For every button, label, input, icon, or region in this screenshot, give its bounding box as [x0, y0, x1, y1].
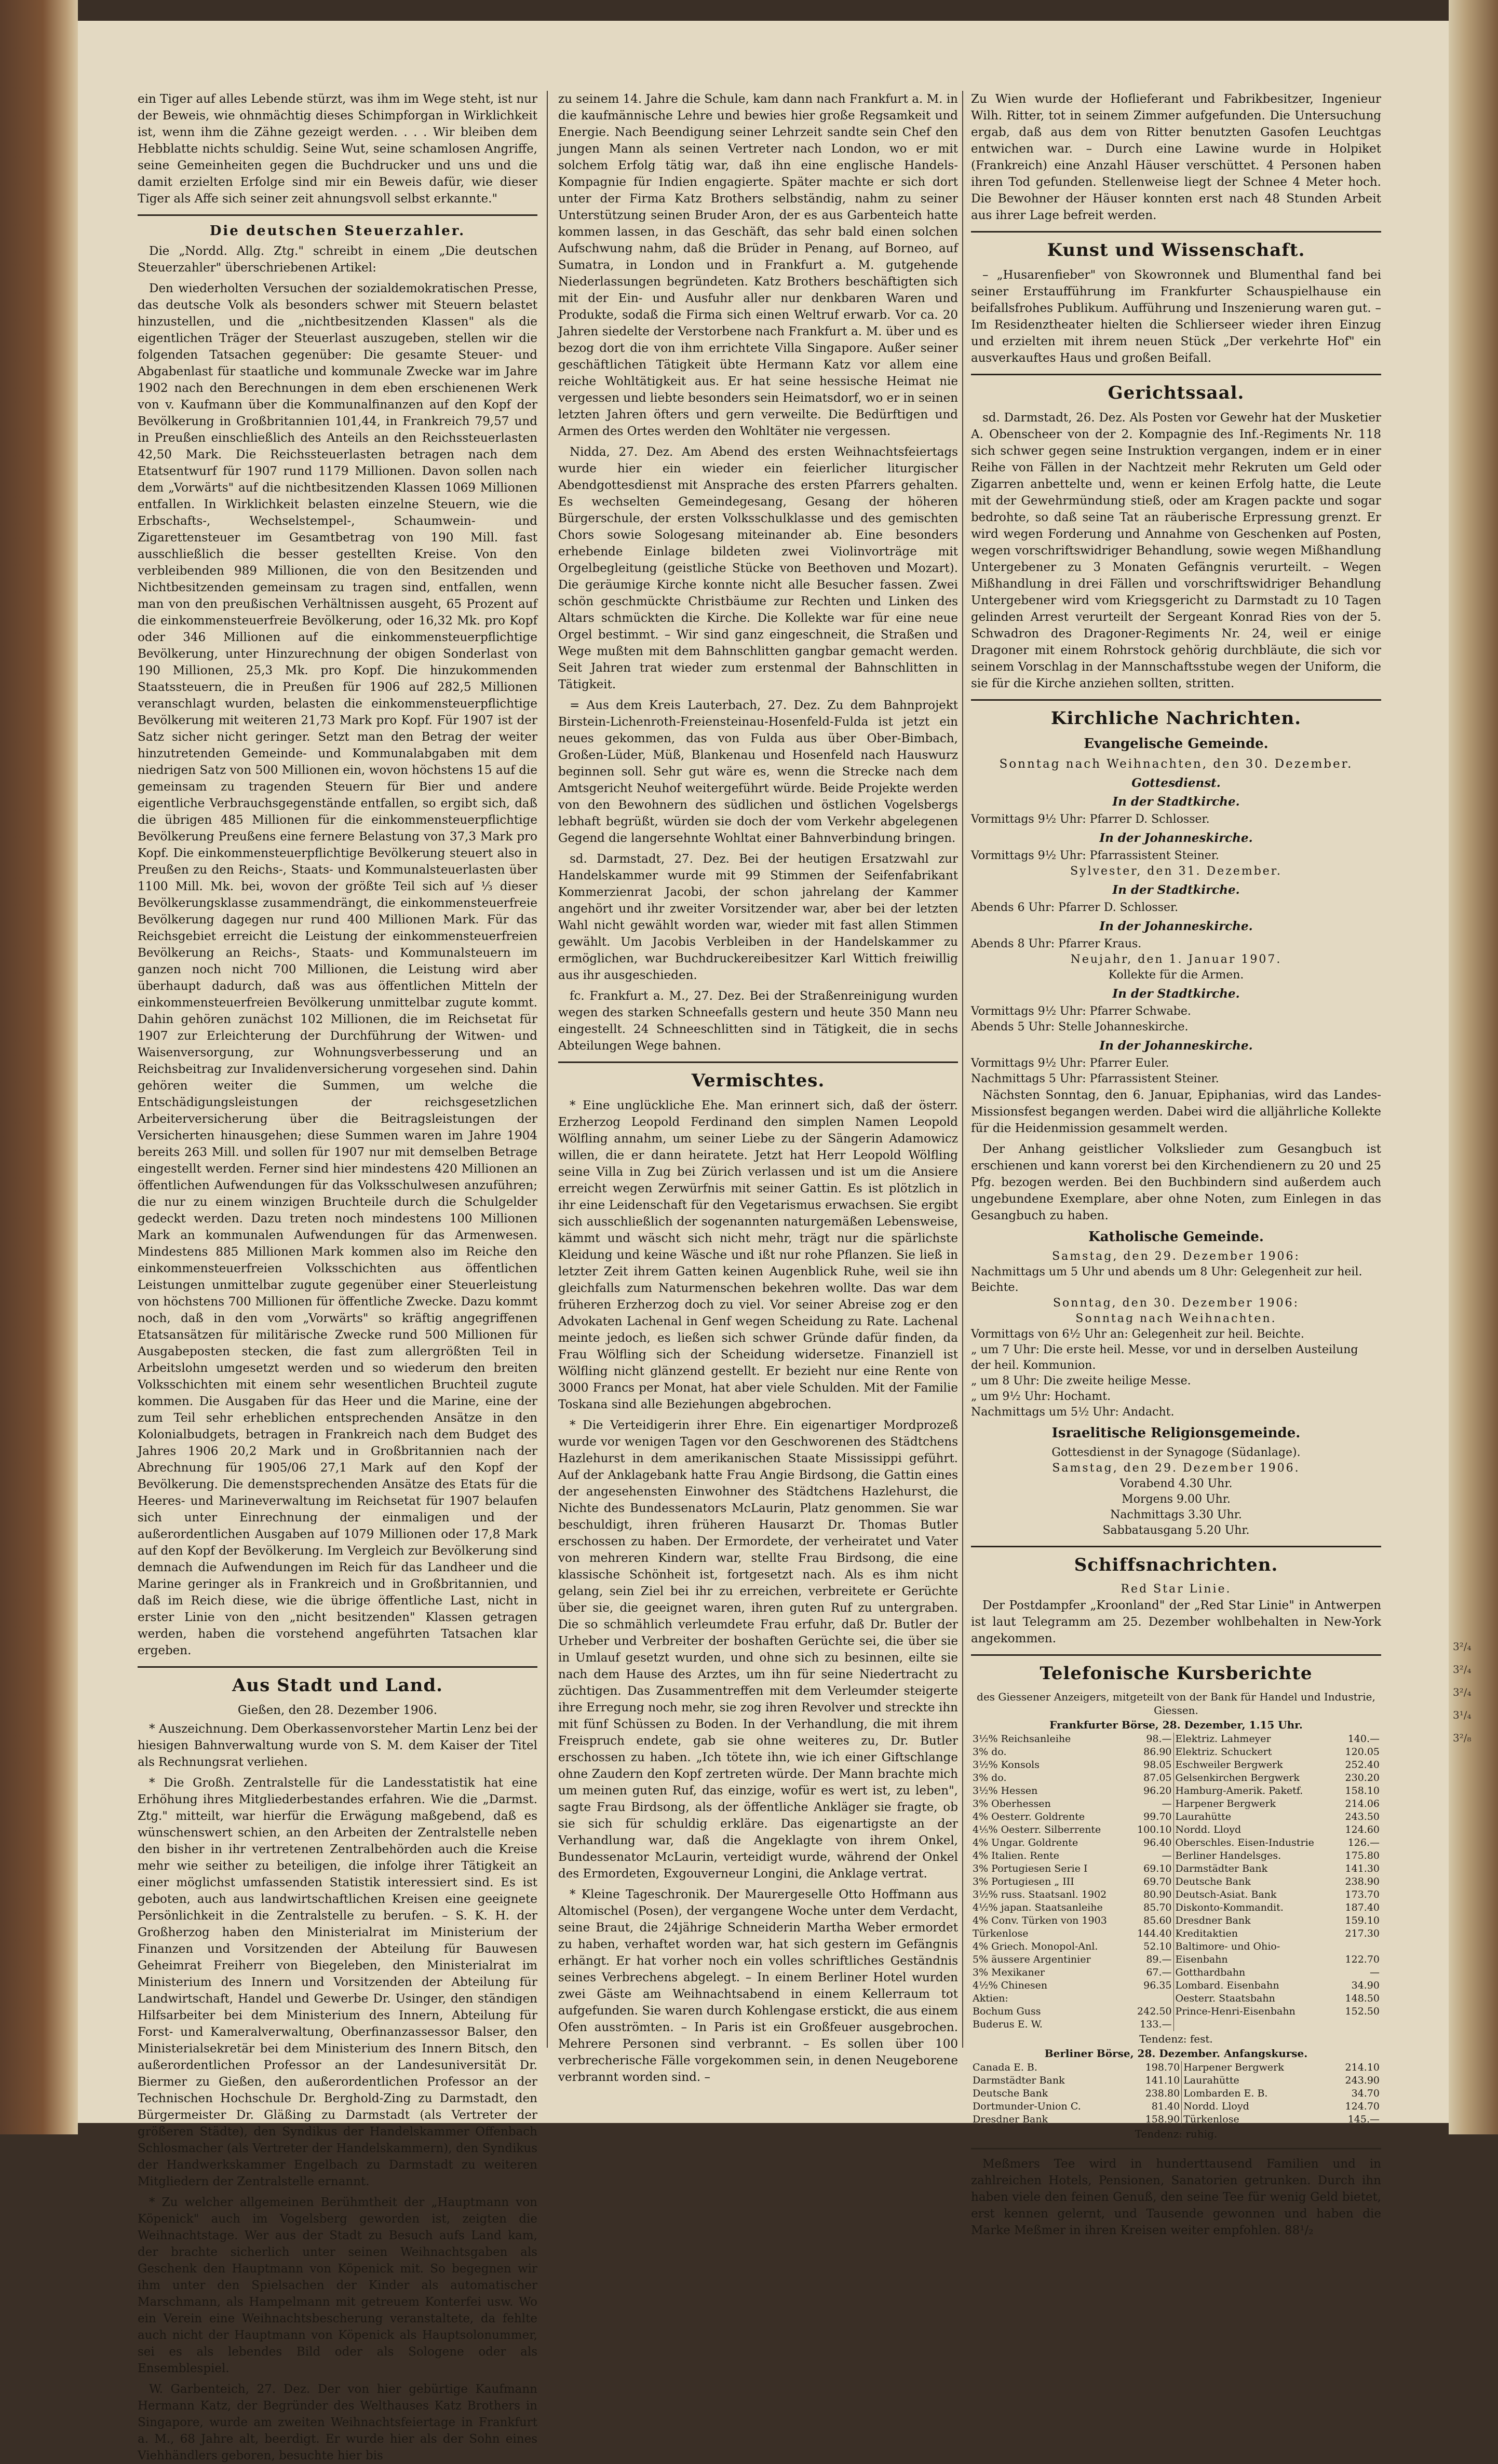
kurs-row [971, 1836, 1381, 1849]
kurs-name: 4% Griech. Monopol-Anl. [973, 1941, 1098, 1952]
berlin-table-body [971, 2061, 1381, 2126]
kurs-name: Diskonto-Kommandit. [1173, 1901, 1338, 1914]
kurs-value: 122.70 [1345, 1954, 1380, 1965]
kurs-value: 159.10 [1345, 1915, 1380, 1926]
kurs-row [971, 1992, 1381, 2005]
ev-note: Nächsten Sonntag, den 6. Januar, Epiphanias, wird das Landes-Missionsfest begangen werden. Dabei wird die alljährliche Kollekte für die Heidenmission gesammelt werden. [971, 1088, 1381, 1135]
kurs-name: 4% Italien. Rente [973, 1850, 1060, 1861]
ev-gottesdienst: Gottesdienst. [1131, 776, 1221, 790]
kurs-value: 158.10 [1345, 1785, 1380, 1796]
kurs-row [971, 1953, 1381, 1966]
kurs-name: Laurahütte [1182, 2074, 1328, 2087]
kurs-name: 4% Oesterr. Goldrente [973, 1811, 1085, 1822]
kurs-value: 89.— [1146, 1954, 1172, 1965]
margin-mark: 3²/₈ [1453, 1732, 1472, 1744]
service-line: Vormittags 9½ Uhr: Pfarrer D. Schlosser. [971, 813, 1210, 826]
kurs-value: 238.90 [1345, 1876, 1380, 1887]
kath-line: „ um 8 Uhr: Die zweite heilige Messe. [971, 1374, 1191, 1387]
stadtkirche-label: In der Stadtkirche. [1112, 795, 1240, 809]
kunst-paragraph: – „Husarenfieber" von Skowronnek und Blumenthal fand bei seiner Erstaufführung im Frankfurter Schauspielhause ein beifallsfrohes Publikum. Aufführung und Inszenierung waren gut. – Im Residenztheater hielten die Schlierseer wieder ihren Einzug und erzielten mit ihrem neuen Stück „Der verkehrte Hof" ein ausverkauftes Haus und großen Beifall. [971, 268, 1381, 365]
stadt-paragraph: W. Garbenteich, 27. Dez. Der von hier gebürtige Kaufmann Hermann Katz, der Begründer des Welthauses Katz Brothers in Singapore, wurde am zweiten Weihnachtsfeiertage in Frankfurt a. M., 68 Jahre alt, beerdigt. Er wurde hier als der Sohn eines Viehhändlers geboren, besuchte hier bis [138, 2383, 537, 2462]
kurs-name: 5% äussere Argentinier [973, 1954, 1091, 1965]
kurs-value: 34.70 [1351, 2088, 1380, 2099]
kurs-value: 230.20 [1345, 1772, 1380, 1784]
kurs-name: Türkenlose [973, 1928, 1029, 1939]
kurs-row [971, 2087, 1381, 2100]
kurs-value: 120.05 [1345, 1746, 1380, 1758]
kurs-row [971, 1849, 1381, 1862]
kurs-value: 214.10 [1345, 2062, 1380, 2073]
kurs-name: 3½% Reichsanleihe [973, 1733, 1071, 1745]
column-1 [138, 91, 537, 2462]
service-note: Kollekte für die Armen. [1108, 969, 1244, 982]
kurs-row [971, 1966, 1381, 1979]
vermischtes-heading: Vermischtes. [691, 1070, 825, 1091]
frankfurt-head: Frankfurter Börse, 28. Dezember, 1.15 Uhr. [1049, 1719, 1303, 1731]
kurs-name: 3% do. [973, 1746, 1007, 1758]
kurs-value [1338, 1940, 1381, 1953]
kurs-value [1130, 1992, 1173, 2005]
kurs-value: 152.50 [1345, 2006, 1380, 2017]
vermischtes-paragraph: * Die Verteidigerin ihrer Ehre. Ein eigenartiger Mordprozeß wurde vor wenigen Tagen vor den Geschworenen des Städtchens Hazlehurst in dem amerikanischen Staate Mississippi geführt. Auf der Anklagebank hatte Frau Angie Birdsong, die Gattin eines der angesehensten Einwohner des Städtchens Hazlehurst, die Nichte des Bundessenators McLaurin, Platz genommen. Sie war beschuldigt, ihren früheren Hausarzt Dr. Thomas Butler erschossen zu haben. Der Ermordete, der verheiratet und Vater von mehreren Kindern war, stellte Frau Birdsong, die eine klassische Schönheit ist, fortgesetzt nach. Als es ihm nicht gelang, sein Ziel bei ihr zu erreichen, verbreitete er Gerüchte über sie, die geeignet waren, ihren guten Ruf zu untergraben. Die so schmählich verleumdete Frau erfuhr, daß Dr. Butler der Urheber und Verbreiter der boshaften Gerüchte sei, die über sie in Umlauf gesetzt wurden, und ohne sich zu besinnen, eilte sie nach dem Hause des Arztes, um ihn für seine Niedertracht zu züchtigen. Das Zusammentreffen mit dem Verleumder steigerte ihre Erregung noch mehr, sie zog ihren Revolver und streckte ihn mit fünf Schüssen zu Boden. In der Verhandlung, die mit ihrem Freispruch endete, gab sie ohne weiteres zu, Dr. Butler erschossen zu haben. „Ich tötete ihn, wie ich einer Giftschlange ohne Zaudern den Kopf zertreten würde. Der Mann brachte mich um meinen guten Ruf, das einzige, wofür es wert ist, zu leben", sagte Frau Birdsong, als der öffentliche Ankläger sie fragte, ob sie sich für schuldig erkläre. Das eigenartigste an der Verhandlung war, daß die Angeklagte von ihrem Onkel, Bundessenator McLaurin, verteidigt wurde, während der Onkel des Ermordeten, Exgouverneur Longini, die Anklage vertrat. [558, 1419, 958, 1881]
kurs-value: 69.10 [1143, 1863, 1172, 1874]
service-line: Vormittags 9½ Uhr: Pfarrassistent Steiner. [971, 849, 1219, 862]
kurs-name: Dresdner Bank [973, 2114, 1048, 2125]
kurs-value: 69.70 [1143, 1876, 1172, 1887]
kurs-row [971, 1979, 1381, 1992]
kurs-name: Nordd. Lloyd [1182, 2100, 1328, 2113]
kurs-row [971, 2005, 1381, 2018]
book-binding-right [1449, 0, 1498, 2134]
service-line: Abends 8 Uhr: Pfarrer Kraus. [971, 937, 1142, 950]
kath-heading: Katholische Gemeinde. [1088, 1229, 1264, 1245]
kurs-value: 124.60 [1345, 1824, 1380, 1835]
kurs-value: 148.50 [1345, 1993, 1380, 2004]
stadt-land-heading: Aus Stadt und Land. [232, 1675, 443, 1696]
kurs-value: 238.80 [1145, 2088, 1180, 2099]
kurs-value: 100.10 [1137, 1824, 1172, 1835]
section-divider [971, 1654, 1381, 1656]
kirche-heading: Kirchliche Nachrichten. [1050, 708, 1302, 729]
kurs-value: 133.— [1140, 2019, 1172, 2030]
kurs-name: Harpener Bergwerk [1182, 2061, 1328, 2074]
kurs-name: 3% Mexikaner [973, 1967, 1045, 1978]
kurs-value: 81.40 [1151, 2101, 1180, 2112]
column-rule-2 [962, 91, 963, 2048]
service-line: Abends 6 Uhr: Pfarrer D. Schlosser. [971, 901, 1179, 914]
margin-mark: 3²/₄ [1453, 1640, 1472, 1653]
kurs-name: 3½% Konsols [973, 1759, 1040, 1771]
kurs-row [971, 1927, 1381, 1940]
ev-note: Der Anhang geistlicher Volkslieder zum Gesangbuch ist erschienen und kann vorerst bei den Kirchendienern zu 20 und 25 Pfg. bezogen werden. Bei den Buchbindern sind außerdem auch ungebundene Exemplare, aber ohne Noten, zum Einlegen in das Gesangbuch zu haben. [971, 1142, 1381, 1222]
kurs-name: Canada E. B. [973, 2062, 1037, 2073]
kurs-row [971, 1733, 1381, 1746]
kurs-value: — [1162, 1798, 1172, 1809]
kath-line: Samstag, den 29. Dezember 1906: [1052, 1250, 1300, 1263]
kurs-name [1173, 2018, 1338, 2031]
section-divider [971, 231, 1381, 233]
kurs-value: 141.30 [1345, 1863, 1380, 1874]
vermischtes-paragraph: * Kleine Tageschronik. Der Maurergeselle Otto Hoffmann aus Altomischel (Posen), der vergangene Woche unter dem Verdacht, seine Braut, die 24jährige Schneiderin Martha Weber ermordet zu haben, verhaftet worden war, hat sich gestern im Gefängnis erhängt. Er hat vorher noch ein volles schriftliches Geständnis seines Verbrechens abgelegt. – In einem Berliner Hotel wurden zwei Gäste am Weihnachtsabend in einem Kellerraum tot aufgefunden. Sie waren durch Kohlengase erstickt, die aus einem Ofen ausströmten. – In Paris ist ein Großfeuer ausgebrochen. Mehrere Personen sind verbrannt. – Es sollen über 100 verbrecherische Fälle vorgekommen sein, in denen Neugeborene verbrannt worden sind. – [558, 1888, 958, 2084]
kurs-name: 4⅕% Oesterr. Silberrente [973, 1824, 1101, 1835]
kurs-row [971, 2074, 1381, 2087]
kath-line: Sonntag nach Weihnachten. [1075, 1312, 1277, 1325]
kurs-value: 158.90 [1145, 2114, 1180, 2125]
kurs-value: 217.30 [1345, 1928, 1380, 1939]
local-news-paragraph: zu seinem 14. Jahre die Schule, kam dann nach Frankfurt a. M. in die kaufmännische Lehre und bewies hier große Regsamkeit und Energie. Nach Beendigung seiner Lehrzeit sandte sein Chef den jungen Mann als seinen Vertreter nach London, wo er mit solchem Erfolg tätig war, daß ihn eine englische Handels-Kompagnie für Indien engagierte. Später machte er sich dort unter der Firma Katz Brothers selbständig, nahm zu seiner Unterstützung seinen Bruder Aron, der es aus Garbenteich hatte kommen lassen, in das Geschäft, das sehr bald einen solchen Aufschwung nahm, daß die Brüder in Penang, auf Borneo, auf Sumatra, in London und in Frankfurt a. M. gutgehende Niederlassungen begründeten. Katz Brothers beschäftigten sich mit der Ein- und Ausfuhr aller nur denkbaren Waren und Produkte, sodaß die Firma sich einen Weltruf erwarb. Vor ca. 20 Jahren siedelte der Verstorbene nach Frankfurt a. M. über und es bezog dort die von ihm errichtete Villa Singapore. Außer seiner geschäftlichen Tätigkeit übte Hermann Katz vor allem eine reiche Wohltätigkeit aus. Er hat seine hessische Heimat nie vergessen und liebte besonders sein Heimatsdorf, wo er in seinen letzten Jahren öfters und gern verweilte. Die Bedürftigen und Armen des Ortes werden den Wohltäter nie vergessen. [558, 92, 959, 438]
service-line: Vormittags 9½ Uhr: Pfarrer Schwabe. [971, 1005, 1191, 1018]
schiff-sub: Red Star Linie. [1121, 1583, 1232, 1596]
kurs-name: Lombarden E. B. [1182, 2087, 1328, 2100]
berlin-head: Berliner Börse, 28. Dezember. Anfangskurse. [1044, 2047, 1308, 2060]
kurs-name: Kreditaktien [1173, 1927, 1338, 1940]
right-margin-marks [1453, 1635, 1494, 1749]
kurs-name: Darmstädter Bank [973, 2075, 1065, 2086]
kurs-value: 243.90 [1345, 2075, 1380, 2086]
ev-dateline: Sonntag nach Weihnachten, den 30. Dezember. [999, 757, 1353, 771]
service-line: Nachmittags 5 Uhr: Pfarrassistent Steiner. [971, 1072, 1219, 1085]
kurs-value: 52.10 [1143, 1941, 1172, 1952]
isr-line: Gottesdienst in der Synagoge (Südanlage). [1051, 1446, 1301, 1459]
kurs-name: Eschweiler Bergwerk [1173, 1759, 1338, 1772]
kath-line: Sonntag, den 30. Dezember 1906: [1052, 1297, 1300, 1310]
gericht-paragraph: sd. Darmstadt, 26. Dez. Als Posten vor Gewehr hat der Musketier A. Obenscheer von der 2. Kompagnie des Inf.-Regiments Nr. 118 sich schwer gegen seine Instruktion vergangen, indem er in einer Reihe von Fällen in der Nachtzeit mehr Rekruten um Geld oder Zigarren anbettelte und, wenn er keinen Erfolg hatte, die Leute mit der Gewehrmündung stieß, oder am Kragen packte und sogar bedrohte, so daß seine Tat an räuberische Erpressung grenzt. Er wird wegen Forderung und Annahme von Geschenken auf Posten, wegen vorschriftswidriger Behandlung, sowie wegen Mißhandlung Untergebener zu 3 Monaten Gefängnis verurteilt. – Wegen Mißhandlung in drei Fällen und vorschriftswidriger Behandlung Untergebener wird vom Kriegsgericht zu Darmstadt zu 10 Tagen gelinden Arrest verurteilt der Sergeant Konrad Ries von der 5. Schwadron des Dragoner-Regiments Nr. 24, weil er einige Dragoner mit einem Rohrstock gehörig durchbläute, die sich vor seinem Vorschlag in der Mannschaftsstube wegen der Uniform, die sie für die Kirche anziehen sollten, stritten. [971, 411, 1381, 690]
kurs-name: 3% Portugiesen „ III [973, 1876, 1074, 1887]
stadtkirche-label: In der Stadtkirche. [1112, 883, 1240, 897]
stadt-dateline: Gießen, den 28. Dezember 1906. [237, 1704, 438, 1717]
kurs-name: 3% do. [973, 1772, 1007, 1784]
kurs-value: 99.70 [1143, 1811, 1172, 1822]
column-2 [558, 91, 959, 2084]
isr-line: Samstag, den 29. Dezember 1906. [1052, 1462, 1300, 1475]
kurs-row [971, 1914, 1381, 1927]
section-divider [971, 2148, 1381, 2149]
local-news-paragraph: Nidda, 27. Dez. Am Abend des ersten Weihnachtsfeiertags wurde hier ein wieder ein feierlicher liturgischer Abendgottesdienst mit Ansprache des ersten Pfarrers gehalten. Es wechselten Gemeindegesang, Gesang der höheren Bürgerschule, der ersten Volksschulklasse und des gemischten Chors sowie Sologesang miteinander ab. Eine besonders erhebende Einlage bildeten zwei Violinvorträge mit Orgelbegleitung (geistliche Stücke von Beethoven und Mozart). Die geräumige Kirche konnte nicht alle Besucher fassen. Zwei schön geschmückte Christbäume zur Rechten und Linken des Altars schmückten die Kirche. Die Kollekte war für eine neue Orgel bestimmt. – Wir sind ganz eingeschneit, die Straßen und Wege mußten mit dem Bahnschlitten gangbar gemacht werden. Seit Jahren trat wieder zum erstenmal der Bahnschlitten in Tätigkeit. [558, 445, 958, 691]
kath-line: „ um 7 Uhr: Die erste heil. Messe, vor und in derselben Austeilung der heil. Kommunion. [971, 1343, 1358, 1372]
kurs-row [971, 2113, 1381, 2126]
kurs-name: Dortmunder-Union C. [973, 2101, 1081, 2112]
kurs-name: Prince-Henri-Eisenbahn [1173, 2005, 1338, 2018]
service-date: Sylvester, den 31. Dezember. [1070, 865, 1282, 878]
kurs-row [971, 1785, 1381, 1798]
kurs-value: — [1370, 1967, 1380, 1978]
johanneskirche-label: In der Johanneskirche. [1099, 831, 1253, 845]
kurs-value: 98.— [1146, 1733, 1172, 1745]
kath-line: Vormittags von 6½ Uhr an: Gelegenheit zur heil. Beichte. [971, 1328, 1304, 1341]
kurs-row [971, 1875, 1381, 1888]
kurs-name: Oberschles. Eisen-Industrie [1173, 1836, 1338, 1849]
kurs-row [971, 1862, 1381, 1875]
kath-line: „ um 9½ Uhr: Hochamt. [971, 1390, 1111, 1403]
kurs-value: 175.80 [1345, 1850, 1380, 1861]
kurs-value: 96.20 [1143, 1785, 1172, 1796]
section-divider [971, 374, 1381, 375]
kurs-name: Deutsche Bank [973, 2088, 1048, 2099]
kurs-row [971, 1798, 1381, 1810]
kurs-value: 96.35 [1143, 1980, 1172, 1991]
local-news-paragraph: sd. Darmstadt, 27. Dez. Bei der heutigen Ersatzwahl zur Handelskammer wurde mit 99 Stimmen der Seifenfabrikant Kommerzienrat Jacobi, der schon jahrelang der Kammer angehört und ihr zweiter Vorsitzender war, aber bei der letzten Wahl nicht gewählt worden war, wieder mit fast allen Stimmen gewählt. Um Jacobis Verbleiben in der Handelskammer zu ermöglichen, war Buchdruckereibesitzer Karl Wittich freiwillig aus ihr ausgeschieden. [558, 852, 958, 982]
local-news-paragraph: fc. Frankfurt a. M., 27. Dez. Bei der Straßenreinigung wurden wegen des starken Schneefalls gestern und heute 350 Mann neu eingestellt. 24 Schneeschlitten sind in Tätigkeit, die in sechs Abteilungen Wege bahnen. [558, 989, 958, 1053]
kurs-value: 85.70 [1143, 1902, 1172, 1913]
kurs-value: 126.— [1347, 1837, 1380, 1848]
berlin-tendenz: Tendenz: ruhig. [1135, 2128, 1218, 2140]
kurs-name: Deutsch-Asiat. Bank [1173, 1888, 1338, 1901]
kurs-value: 86.90 [1143, 1746, 1172, 1758]
margin-mark: 3¹/₄ [1453, 1709, 1472, 1721]
kurs-name: Deutsche Bank [1173, 1875, 1338, 1888]
johanneskirche-label: In der Johanneskirche. [1099, 919, 1253, 933]
kurs-value: — [1162, 1850, 1172, 1861]
kurs-value: 173.70 [1345, 1889, 1380, 1900]
gericht-heading: Gerichtssaal. [1108, 383, 1245, 403]
kurs-row [971, 1810, 1381, 1823]
bottom-ad [971, 2156, 1381, 2239]
schiff-heading: Schiffsnachrichten. [1074, 1555, 1278, 1575]
kurs-value: 80.90 [1143, 1889, 1172, 1900]
frankfurt-table-body [971, 1733, 1381, 2031]
bottom-ad-text: Meßmers Tee wird in hunderttausend Familien und in zahlreichen Hotels, Pensionen, Sanatorien getrunken. Durch ihn haben viele den feinen Genuß, den seine Tee für wenig Geld bietet, erst kennen gelernt, und Tausende gewonnen und haben die Marke Meßmer in ihren Kreisen weiter empfohlen. [971, 2157, 1381, 2237]
kurs-row [971, 1823, 1381, 1836]
stadt-paragraph: * Auszeichnung. Dem Oberkassenvorsteher Martin Lenz bei der hiesigen Bahnverwaltung wurde von S. M. dem Kaiser der Titel als Rechnungsrat verliehen. [138, 1722, 537, 1769]
intro-paragraph: ein Tiger auf alles Lebende stürzt, was ihm im Wege steht, ist nur der Beweis, wie ohnmächtig dieses Schimpforgan in Wirklichkeit ist, wenn ihm die Zähne gezeigt werden. . . . Wir bleiben dem Hebblatte nichts schuldig. Seine Wut, seine schamlosen Angriffe, seine Gemeinheiten gegen die Buchdrucker und uns und die damit erzielten Erfolge sind mir ein Beweis dafür, wie dieser Tiger als Affe sich seiner zeit ahnungsvoll selbst erkannte." [138, 92, 537, 206]
kurs-row [971, 2100, 1381, 2113]
kurs-name: Nordd. Lloyd [1173, 1823, 1338, 1836]
kurs-name: 4½% japan. Staatsanleihe [973, 1902, 1103, 1913]
kurs-row [971, 1759, 1381, 1772]
kurs-name: Aktien: [973, 1993, 1008, 2004]
kurs-heading: Telefonische Kursberichte [1040, 1663, 1313, 1684]
kurs-value: 96.40 [1143, 1837, 1172, 1848]
margin-mark: 3²/₄ [1453, 1686, 1472, 1698]
berlin-table [971, 2061, 1381, 2126]
kurs-value: 124.70 [1345, 2101, 1380, 2112]
kurs-value: 214.06 [1345, 1798, 1380, 1809]
kurs-row [971, 1940, 1381, 1953]
local-news-paragraph: = Aus dem Kreis Lauterbach, 27. Dez. Zu dem Bahnprojekt Birstein-Lichenroth-Freiensteinau-Hosenfeld-Fulda ist jetzt ein neues gekommen, das von Fulda aus über Ober-Bimbach, Großen-Lüder, Müß, Blankenau und Hosenfeld nach Hauswurz beginnen soll. Sehr gut wäre es, wenn die Strecke nach dem Amtsgericht Neuhof weitergeführt würde. Beide Projekte werden von den Bewohnern des südlichen und östlichen Vogelsbergs lebhaft begrüßt, würden sie doch der vom Verkehr abgelegenen Gegend die langersehnte Wohltat einer Bahnverbindung bringen. [558, 699, 958, 845]
kurs-name: Türkenlose [1182, 2113, 1328, 2126]
service-line: Vormittags 9½ Uhr: Pfarrer Euler. [971, 1057, 1169, 1070]
kurs-value: 252.40 [1345, 1759, 1380, 1771]
kurs-value: 198.70 [1145, 2062, 1180, 2073]
section-divider [971, 1546, 1381, 1547]
kunst-heading: Kunst und Wissenschaft. [1047, 240, 1305, 261]
kurs-name: 4% Ungar. Goldrente [973, 1837, 1078, 1848]
service-line: Abends 5 Uhr: Stelle Johanneskirche. [971, 1020, 1189, 1033]
margin-mark: 3²/₄ [1453, 1663, 1472, 1676]
kurs-name: Gotthardbahn [1173, 1966, 1338, 1979]
section-divider [138, 214, 537, 216]
kurs-row [971, 1888, 1381, 1901]
kurs-name: Gelsenkirchen Bergwerk [1173, 1772, 1338, 1785]
kurs-name: Elektriz. Lahmeyer [1173, 1733, 1338, 1746]
kurs-name: Harpener Bergwerk [1173, 1798, 1338, 1810]
isr-line: Sabbatausgang 5.20 Uhr. [1102, 1524, 1250, 1537]
kurs-name: Laurahütte [1173, 1810, 1338, 1823]
bottom-ad-tail: 88¹/₂ [1284, 2224, 1314, 2237]
kurs-value: 141.10 [1145, 2075, 1180, 2086]
ev-heading: Evangelische Gemeinde. [1084, 736, 1268, 752]
column-3 [971, 91, 1381, 2237]
kurs-name: 3½% russ. Staatsanl. 1902 [973, 1889, 1107, 1900]
section-divider [971, 699, 1381, 701]
kurs-value: 140.— [1347, 1733, 1380, 1745]
schiff-paragraph: Der Postdampfer „Kroonland" der „Red Star Linie" in Antwerpen ist laut Telegramm am 25. Dezember wohlbehalten in New-York angekommen. [971, 1599, 1381, 1645]
kurs-name: 3½% Hessen [973, 1785, 1038, 1796]
kurs-name: 4% Conv. Türken von 1903 [973, 1915, 1107, 1926]
column-rule-1 [547, 91, 548, 2048]
kurs-name: Elektriz. Schuckert [1173, 1746, 1338, 1759]
steuer-heading: Die deutschen Steuerzahler. [209, 223, 466, 239]
kath-line: Nachmittags um 5 Uhr und abends um 8 Uhr: Gelegenheit zur heil. Beichte. [971, 1265, 1362, 1294]
kurs-value: 98.05 [1143, 1759, 1172, 1771]
kurs-name: Bochum Guss [973, 2006, 1041, 2017]
kurs-name: Eisenbahn [1173, 1953, 1338, 1966]
stadtkirche-label: In der Stadtkirche. [1112, 987, 1240, 1001]
kurs-name: Lombard. Eisenbahn [1173, 1979, 1338, 1992]
kurs-value: 187.40 [1345, 1902, 1380, 1913]
kurs-value: 34.90 [1351, 1980, 1380, 1991]
section-divider [558, 1061, 958, 1063]
isr-heading: Israelitische Religionsgemeinde. [1051, 1425, 1301, 1441]
service-date: Neujahr, den 1. Januar 1907. [1070, 953, 1282, 966]
kurs-row [971, 1772, 1381, 1785]
isr-line: Morgens 9.00 Uhr. [1122, 1493, 1231, 1506]
kurs-name: Berliner Handelsges. [1173, 1849, 1338, 1862]
steuer-paragraph: Den wiederholten Versuchen der sozialdemokratischen Presse, das deutsche Volk als besonders schwer mit Steuern belastet hinzustellen, und die „nichtbesitzenden Klassen" als die eigentlichen Träger der Steuerlast auszugeben, stellen wir die folgenden Tatsachen gegenüber: Die gesamte Steuer- und Abgabenlast für staatliche und kommunale Zwecke war im Jahre 1902 nach den Berechnungen in dem eben erschienenen Werk von v. Kaufmann über die Kommunalfinanzen auf den Kopf der Bevölkerung in Großbritannien 101,44, in Frankreich 79,57 und in Preußen einschließlich des Anteils an den Reichssteuerlasten 42,50 Mark. Die Reichssteuerlasten betragen nach dem Etatsentwurf für 1907 rund 1179 Millionen. Davon sollen nach dem „Vorwärts" auf die nichtbesitzenden Klassen 1069 Millionen entfallen. In Wirklichkeit belasten einzelne Steuern, wie die Erbschafts-, Wechselstempel-, Schaumwein- und Zigarettensteuer im Gesamtbetrag von 190 Mill. fast ausschließlich die besser gestellten Kreise. Von den verbleibenden 989 Millionen, die von den Besitzenden und Nichtbesitzenden gemeinsam zu tragen sind, entfallen, wenn man von den preußischen Verhältnissen ausgeht, 65 Prozent auf die einkommensteuerfreie Bevölkerung, oder 16,32 Mk. pro Kopf oder 346 Millionen auf die einkommensteuerpflichtige Bevölkerung, unter Hinzurechnung der obigen Sonderlast von 190 Millionen, 25,3 Mk. pro Kopf. Die hinzukommenden Staatssteuern, die in Preußen für 1906 auf 282,5 Millionen veranschlagt wurden, belasten die einkommensteuerpflichtige Bevölkerung mit weiteren 21,73 Mark pro Kopf. Für 1907 ist der Satz sicher nicht geringer. Setzt man den Betrag der weiter hinzutretenden Gemeinde- und Kommunalabgaben mit dem niedrigen Satz von 500 Millionen ein, wovon höchstens 15 auf die gemeinsam zu tragenden Steuern für Bier und andere eigentliche Verbrauchsgegenstände entfallen, so ergibt sich, daß die übrigen 485 Millionen für die einkommensteuerpflichtige Bevölkerung Preußens eine fernere Belastung von 37,3 Mark pro Kopf. Die einkommensteuerpflichtige Bevölkerung steuert also in Preußen zu den Reichs-, Staats- und Kommunalsteuerlasten über 1100 Mill. Mk. bei, wovon der größte Teil sich auf ⅓ dieser Bevölkerungsklasse zusammendrängt, die einkommensteuerfreie Bevölkerung dagegen nur rund 400 Millionen Mark. Für das Reichsgebiet erreicht die Leistung der einkommensteuerfreien Bevölkerung an Reichs-, Staats- und Kommunalsteuern im ganzen noch nicht 700 Millionen, die Leistung wird aber überhaupt dadurch, daß was aus öffentlichen Mitteln der einkommensteuerfreien Bevölkerung unmittelbar zugute kommt. Dahin gehören zunächst 102 Millionen, die im Reichsetat für 1907 zur Erleichterung der Durchführung der Witwen- und Waisenversorgung, zur Wohnungsverbesserung und an Reichsbeitrag zur Invalidenversicherung vorgesehen sind. Dahin gehören weiter die Summen, um welche die Entschädigungsleistungen der reichsgesetzlichen Arbeiterversicherung über die Beitragsleistungen der Versicherten hinausgehen; diese Summen waren im Jahre 1904 bereits 263 Mill. und sollen für 1907 nur mit demselben Betrage eingestellt werden. Ferner sind hier mindestens 420 Millionen an öffentlichen Aufwendungen für das Volksschulwesen anzuführen; die nur zu einem winzigen Bruchteile durch die Schulgelder gedeckt werden. Dazu treten noch mindestens 100 Millionen Mark an kommunalen Aufwendungen für das Armenwesen. Mindestens 885 Millionen Mark kommen also im Reiche den einkommensteuerfreien Volksschichten aus öffentlichen Leistungen unmittelbar zugute gegenüber einer Steuerleistung von höchstens 700 Millionen für öffentliche Zwecke. Dazu kommt noch, daß in den vom „Vorwärts" so kräftig angegriffenen Etatsansätzen für militärische Zwecke rund 500 Millionen für Ausgabeposten stecken, die fast zum allergrößten Teil in Arbeitslohn umgesetzt werden und so wiederum den breiten Volksschichten mit einem sehr wesentlichen Bruchteil zugute kommen. Die Ausgaben für das Heer und die Marine, eine der zum Teil sehr erheblichen entsprechenden Ansätze in den Kolonialbudgets, betragen in Frankreich nach dem Budget des Jahres 1906 20,2 Mark und in Großbritannien nach der Abrechnung für 1905/06 27,1 Mark auf den Kopf der Bevölkerung. Die demenstsprechenden Ansätze des Etats für die Heeres- und Marineverwaltung im Reichsetat für 1907 belaufen sich unter Einrechnung der einmaligen und der außerordentlichen Ausgaben auf 1079 Millionen oder 17,8 Mark auf den Kopf der Bevölkerung. Im Vergleich zur Bevölkerung sind demnach die Aufwendungen im Reich für das Landheer und die Marine geringer als in Frankreich und in Großbritannien, und daß im Reich diese, wie die übrige öffentliche Last, nicht in erster Linie von den „nicht besitzenden" Klassen getragen werden, haben die vorstehend angeführten Tatsachen klar ergeben. [138, 282, 537, 1657]
kurs-value: 87.05 [1143, 1772, 1172, 1784]
johanneskirche-label: In der Johanneskirche. [1099, 1039, 1253, 1053]
kurs-value: 243.50 [1345, 1811, 1380, 1822]
kurs-name: 3% Portugiesen Serie I [973, 1863, 1088, 1874]
kurs-name: Darmstädter Bank [1173, 1862, 1338, 1875]
kurs-name: Oesterr. Staatsbahn [1173, 1992, 1338, 2005]
kurs-row [971, 2061, 1381, 2074]
kurs-value: 242.50 [1137, 2006, 1172, 2017]
kurs-name: Hamburg-Amerik. Paketf. [1173, 1785, 1338, 1798]
stadt-paragraph: * Zu welcher allgemeinen Berühmtheit der „Hauptmann von Köpenick" auch im Vogelsberg geworden ist, zeigten die Weihnachtstage. Wer aus der Stadt zu Besuch aufs Land kam, der brachte sicherlich unter seinen Weihnachtsgaben als Geschenk den Hauptmann von Köpenick mit. So begegnen wir ihm unter den Spielsachen der Kinder als automatischer Marschmann, als Hampelmann mit getreuem Konterfei usw. Wo ein Verein eine Weihnachtsbescherung veranstaltete, da fehlte auch nicht der Hauptmann von Köpenick als Hauptsolonummer, sei es als lebendes Bild oder als Sologene oder als Ensemblespiel. [138, 2196, 537, 2375]
book-binding-left [0, 0, 78, 2134]
kurs-name: Baltimore- und Ohio- [1173, 1940, 1338, 1953]
isr-line: Nachmittags 3.30 Uhr. [1110, 1508, 1242, 1521]
kurs-value: 145.— [1347, 2114, 1380, 2125]
kurs-name: Buderus E. W. [973, 2019, 1043, 2030]
section-divider [138, 1666, 537, 1668]
kurs-name: Dresdner Bank [1173, 1914, 1338, 1927]
steuer-paragraph: Die „Nordd. Allg. Ztg." schreibt in einem „Die deutschen Steuerzahler" überschriebenen Artikel: [138, 244, 537, 275]
kurs-row [971, 1746, 1381, 1759]
isr-line: Vorabend 4.30 Uhr. [1119, 1477, 1233, 1490]
kath-line: Nachmittags um 5½ Uhr: Andacht. [971, 1406, 1175, 1419]
frankfurt-tendenz: Tendenz: fest. [1139, 2033, 1213, 2045]
frankfurt-table [971, 1733, 1381, 2031]
kurs-name: 4½% Chinesen [973, 1980, 1048, 1991]
kurs-value [1338, 2018, 1381, 2031]
stadt-paragraph: * Die Großh. Zentralstelle für die Landesstatistik hat eine Erhöhung ihres Mitgliederbestandes erfahren. Wie die „Darmst. Ztg." mitteilt, war hierfür die Erwägung maßgebend, daß es wünschenswert schien, an den Arbeiten der Zentralstelle neben den bisher in ihr vertretenen Zentralbehörden auch die Kreise mehr wie seither zu beteiligen, die infolge ihrer Tätigkeit an einer möglichst umfassenden Statistik interessiert sind. Es ist geboten, auch aus landwirtschaftlichen Kreisen eine geeignete Persönlichkeit in die Zentralstelle zu berufen. – S. K. H. der Großherzog haben den Ministerialrat im Ministerium der Finanzen und Vorsitzenden der Abteilung für Bauwesen Geheimrat Freiherr von Biegeleben, den Ministerialrat im Ministerium des Innern und Vorsitzenden der Abteilung für Landwirtschaft, Handel und Gewerbe Dr. Usinger, den ständigen Hilfsarbeiter bei dem Ministerium des Innern, Abteilung für Forst- und Kameralverwaltung, Oberfinanzassessor Balser, den Ministerialsekretär bei dem Ministerium des Innern Bitsch, den außerordentlichen Professor an der Landesuniversität Dr. Biermer zu Gießen, den außerordentlichen Professor an der Technischen Hochschule Dr. Berghold-Zing zu Darmstadt, den Bürgermeister Dr. Gläßing zu Darmstadt (als Vertreter der größeren Städte), den Syndikus der Handelskammer Offenbach Schlosmacher (als Vertreter der Handelskammern), den Syndikus der Handwerkskammer Engelbach zu Darmstadt zu weiteren Mitgliedern der Zentralstelle ernannt. [138, 1776, 537, 2188]
kurs-value: 85.60 [1143, 1915, 1172, 1926]
top-paragraph: Zu Wien wurde der Hoflieferant und Fabrikbesitzer, Ingenieur Wilh. Ritter, tot in seinem Zimmer aufgefunden. Die Untersuchung ergab, daß aus dem von Ritter benutzten Gasofen Leuchtgas entwichen war. – Durch eine Lawine wurde in Holpiket (Frankreich) eine Anzahl Häuser verschüttet. 4 Personen haben ihren Tod gefunden. Stellenweise liegt der Schnee 4 Meter hoch. Die Bewohner der Häuser konnten erst nach 48 Stunden Arbeit aus ihrer Lage befreit werden. [971, 92, 1381, 222]
kurs-value: 144.40 [1137, 1928, 1172, 1939]
kurs-row [971, 1901, 1381, 1914]
kurs-row [971, 2018, 1381, 2031]
kurs-name: 3% Oberhessen [973, 1798, 1051, 1809]
kurs-sub: des Giessener Anzeigers, mitgeteilt von der Bank für Handel und Industrie, Giessen. [977, 1691, 1375, 1717]
kurs-value: 67.— [1146, 1967, 1172, 1978]
vermischtes-paragraph: * Eine unglückliche Ehe. Man erinnert sich, daß der österr. Erzherzog Leopold Ferdinand den simplen Namen Leopold Wölfling annahm, um seiner Liebe zu der Sängerin Adamowicz willen, die er dann heiratete. Jetzt hat Herr Leopold Wölfling seine Villa in Zug bei Zürich verlassen und ist um die Ansiere erreicht wegen Zerwürfnis mit seiner Gattin. Es ist plötzlich in ihr eine Leidenschaft für den Vegetarismus erwachsen. Sie ergibt sich ausschließlich der sogenannten naturgemäßen Lebensweise, kämmt und wäscht sich nicht mehr, trägt nur die spärlichste Kleidung und keine Wäsche und ißt nur rohe Pflanzen. Sie ließ in letzter Zeit ihrem Gatten keinen Augenblick Ruhe, weil sie ihn gleichfalls zum Naturmenschen bekehren wollte. Das war dem früheren Erzherzog doch zu viel. Vor seiner Abreise zog er den Advokaten Lachenal in Genf wegen Scheidung zu Rate. Lachenal meinte jedoch, es ließen sich schwer Gründe dafür finden, da Frau Wölfling sich der Scheidung widersetze. Finanziell ist Wölfling nicht glänzend gestellt. Er bezieht nur eine Rente von 3000 Francs per Monat, hat aber viele Schulden. Mit der Familie Toskana sind alle Beziehungen abgebrochen. [558, 1099, 958, 1411]
